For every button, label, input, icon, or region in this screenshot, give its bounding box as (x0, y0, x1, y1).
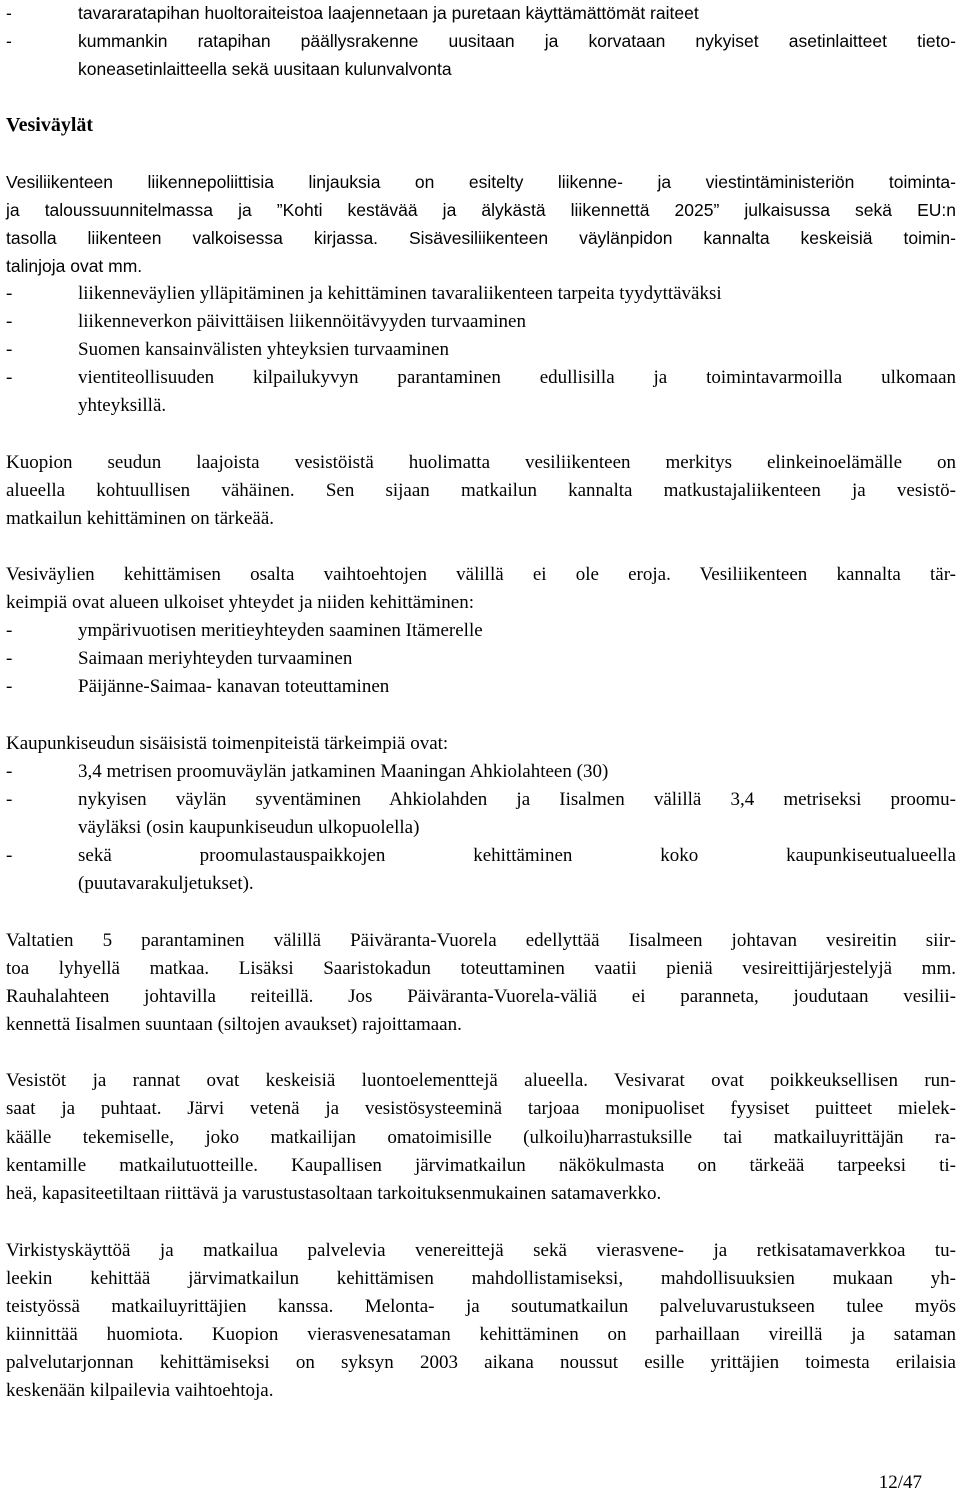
list-bullet: - (6, 339, 13, 360)
list-item-text: ympärivuotisen meritieyhteyden saaminen Itämerelle (78, 620, 483, 641)
text-line: Vesistöt ja rannat ovat keskeisiä luontoelementtejä alueella. Vesivarat ovat poikkeuksellisen run- (6, 1070, 956, 1091)
text-line: leekin kehittää järvimatkailun kehittämisen mahdollistamiseksi, mahdollisuuksien mukaan yh- (6, 1268, 956, 1289)
list-item-text: koneasetinlaitteella sekä uusitaan kulunvalvonta (78, 59, 452, 79)
text-line: Vesiliikenteen liikennepoliittisia linjauksia on esitelty liikenne- ja viestintäministeriön toiminta- (6, 172, 956, 192)
text-line: tasolla liikenteen valkoisessa kirjassa. Sisävesiliikenteen väylänpidon kannalta keskeisiä toimin- (6, 228, 956, 248)
list-item-text: Saimaan meriyhteyden turvaaminen (78, 648, 353, 669)
page-number: 12/47 (878, 1472, 922, 1493)
text-line: kennettä Iisalmen suuntaan (siltojen avaukset) rajoittamaan. (6, 1014, 462, 1035)
list-bullet: - (6, 3, 12, 23)
list-item-text: (puutavarakuljetukset). (78, 873, 254, 894)
list-item-text: liikenneväylien ylläpitäminen ja kehittäminen tavaraliikenteen tarpeita tyydyttäväksi (78, 283, 722, 304)
list-item-text: sekä proomulastauspaikkojen kehittäminen koko kaupunkiseutualueella (78, 845, 956, 866)
text-line: heä, kapasiteetiltaan riittävä ja varustustasoltaan tarkoituksenmukainen satamaverkko. (6, 1183, 662, 1204)
list-bullet: - (6, 761, 13, 782)
text-line: talinjoja ovat mm. (6, 256, 143, 276)
list-bullet: - (6, 845, 13, 866)
list-item-text: nykyisen väylän syventäminen Ahkiolahden ja Iisalmen välillä 3,4 metriseksi proomu- (78, 789, 956, 810)
list-bullet: - (6, 620, 13, 641)
section-heading: Vesiväylät (6, 114, 94, 136)
text-line: Virkistyskäyttöä ja matkailua palvelevia venereittejä sekä vierasvene- ja retkisatamaverkkoa tu- (6, 1240, 956, 1261)
list-bullet: - (6, 283, 13, 304)
text-line: alueella kohtuullisen vähäinen. Sen sijaan matkailun kannalta matkustajaliikenteen ja vesistö- (6, 480, 956, 501)
text-line: Vesiväylien kehittämisen osalta vaihtoehtojen välillä ei ole eroja. Vesiliikenteen kannalta tär- (6, 564, 956, 585)
text-line: käälle tekemiselle, joko matkailijan omatoimisille (ulkoilu)harrastuksille tai matkailuyrittäjän ra- (6, 1127, 956, 1148)
text-line: kentamille matkailutuotteille. Kaupallisen järvimatkailun näkökulmasta on tärkeää tarpeeksi ti- (6, 1155, 956, 1176)
list-bullet: - (6, 789, 13, 810)
list-item-text: tavararatapihan huoltoraiteistoa laajennetaan ja puretaan käyttämättömät raiteet (78, 3, 699, 23)
list-item-text: liikenneverkon päivittäisen liikennöitävyyden turvaaminen (78, 311, 526, 332)
text-line: teistyössä matkailuyrittäjien kanssa. Melonta- ja soutumatkailun palveluvarustukseen tulee myös (6, 1296, 956, 1317)
text-line: Kuopion seudun laajoista vesistöistä huolimatta vesiliikenteen merkitys elinkeinoelämälle on (6, 452, 956, 473)
text-line: saat ja puhtaat. Järvi vetenä ja vesistösysteeminä tarjoaa monipuoliset fyysiset puitteet mielek- (6, 1098, 956, 1119)
list-item-text: 3,4 metrisen proomuväylän jatkaminen Maaningan Ahkiolahteen (30) (78, 761, 609, 782)
list-bullet: - (6, 648, 13, 669)
text-line: palvelutarjonnan kehittämiseksi on syksyn 2003 aikana noussut esille yrittäjien toimesta erilaisia (6, 1352, 956, 1373)
list-item-text: väyläksi (osin kaupunkiseudun ulkopuolella) (78, 817, 420, 838)
list-bullet: - (6, 31, 12, 51)
text-line: keimpiä ovat alueen ulkoiset yhteydet ja niiden kehittäminen: (6, 592, 475, 613)
text-line: toa lyhyellä matkaa. Lisäksi Saaristokadun toteuttaminen vaatii pieniä vesireittijärjestelyjä mm. (6, 958, 956, 979)
list-item-text: Päijänne-Saimaa- kanavan toteuttaminen (78, 676, 390, 697)
text-line: Rauhalahteen johtavilla reiteillä. Jos Päiväranta-Vuorela-väliä ei paranneta, joudutaan vesilii- (6, 986, 956, 1007)
list-bullet: - (6, 676, 13, 697)
text-line: matkailun kehittäminen on tärkeää. (6, 508, 275, 529)
text-line: keskenään kilpailevia vaihtoehtoja. (6, 1380, 274, 1401)
list-item-text: yhteyksillä. (78, 395, 167, 416)
list-bullet: - (6, 311, 13, 332)
text-line: Valtatien 5 parantaminen välillä Päiväranta-Vuorela edellyttää Iisalmeen johtavan vesireitin siir- (6, 930, 956, 951)
text-line: ja taloussuunnitelmassa ja ”Kohti kestävää ja älykästä liikennettä 2025” julkaisussa sekä EU:n (6, 200, 956, 220)
list-bullet: - (6, 367, 13, 388)
list-item-text: kummankin ratapihan päällysrakenne uusitaan ja korvataan nykyiset asetinlaitteet tieto- (78, 31, 956, 51)
text-line: kiinnittää huomiota. Kuopion vierasvenesataman kehittäminen on parhaillaan vireillä ja sataman (6, 1324, 956, 1345)
list-item-text: vientiteollisuuden kilpailukyvyn parantaminen edullisilla ja toimintavarmoilla ulkomaan (78, 367, 956, 388)
list-item-text: Suomen kansainvälisten yhteyksien turvaaminen (78, 339, 449, 360)
text-line: Kaupunkiseudun sisäisistä toimenpiteistä tärkeimpiä ovat: (6, 733, 449, 754)
